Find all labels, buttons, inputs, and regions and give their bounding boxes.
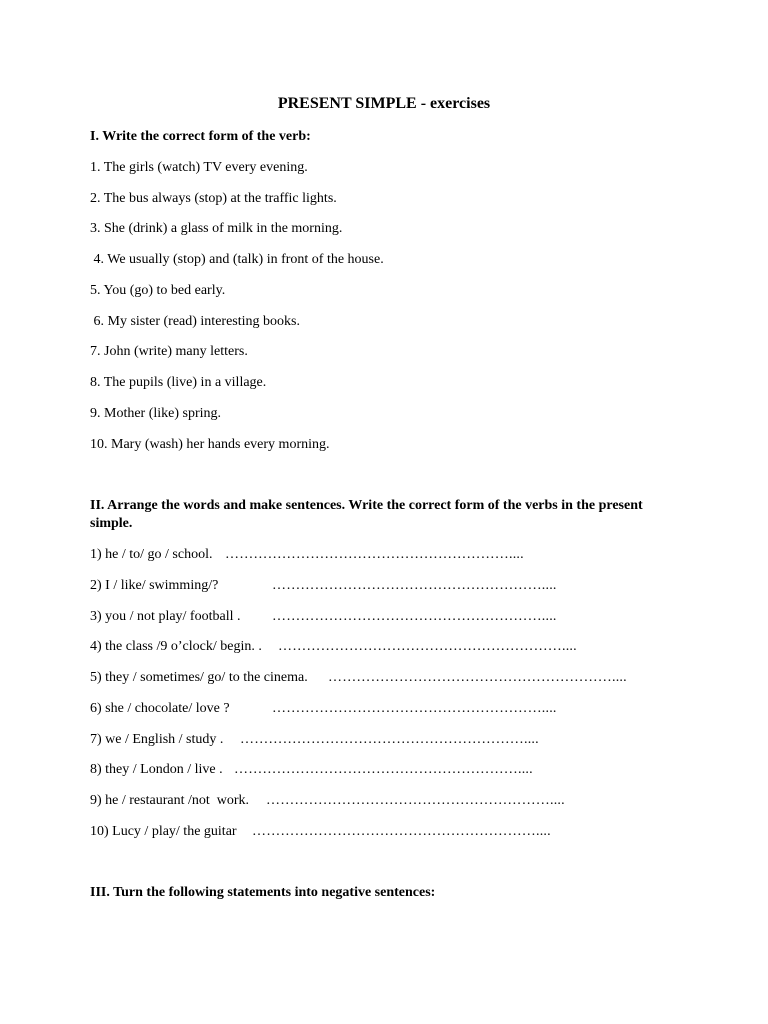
exercise-1-item: 5. You (go) to bed early. bbox=[90, 283, 226, 298]
answer-blank[interactable]: …………………………………………………….... bbox=[278, 639, 577, 654]
exercise-2-prompt: 7) we / English / study . bbox=[90, 732, 224, 747]
exercise-1-item: 4. We usually (stop) and (talk) in front of the house. bbox=[90, 252, 384, 267]
section-1-heading: I. Write the correct form of the verb: bbox=[90, 129, 311, 144]
exercise-2-prompt: 8) they / London / live . bbox=[90, 762, 223, 777]
exercise-1-item: 6. My sister (read) interesting books. bbox=[90, 314, 300, 329]
answer-blank[interactable]: …………………………………………………….... bbox=[225, 547, 524, 562]
exercise-1-item: 10. Mary (wash) her hands every morning. bbox=[90, 437, 330, 452]
exercise-1-item: 1. The girls (watch) TV every evening. bbox=[90, 160, 308, 175]
exercise-1-item: 2. The bus always (stop) at the traffic lights. bbox=[90, 191, 337, 206]
exercise-2-prompt: 2) I / like/ swimming/? bbox=[90, 578, 219, 593]
exercise-2-prompt: 4) the class /9 o’clock/ begin. . bbox=[90, 639, 262, 654]
exercise-2-prompt: 9) he / restaurant /not work. bbox=[90, 793, 250, 808]
answer-blank[interactable]: …………………………………………………….... bbox=[240, 732, 539, 747]
page-title: PRESENT SIMPLE - exercises bbox=[277, 95, 491, 112]
answer-blank[interactable]: …………………………………………………….... bbox=[328, 670, 627, 685]
exercise-1-item: 3. She (drink) a glass of milk in the morning. bbox=[90, 221, 343, 236]
answer-blank[interactable]: …………………………………………………….... bbox=[252, 824, 551, 839]
exercise-2-prompt: 3) you / not play/ football . bbox=[90, 609, 241, 624]
answer-blank[interactable]: ………………………………………………….... bbox=[272, 609, 557, 624]
exercise-2-prompt: 6) she / chocolate/ love ? bbox=[90, 701, 230, 716]
answer-blank[interactable]: …………………………………………………….... bbox=[266, 793, 565, 808]
exercise-2-prompt: 5) they / sometimes/ go/ to the cinema. bbox=[90, 670, 308, 685]
exercise-2-prompt: 1) he / to/ go / school. bbox=[90, 547, 213, 562]
section-2-heading: II. Arrange the words and make sentences. Write the correct form of the verbs in the present simple. bbox=[90, 498, 643, 531]
exercise-2-prompt: 10) Lucy / play/ the guitar bbox=[90, 824, 237, 839]
answer-blank[interactable]: …………………………………………………….... bbox=[234, 762, 533, 777]
answer-blank[interactable]: ………………………………………………….... bbox=[272, 578, 557, 593]
exercise-1-item: 8. The pupils (live) in a village. bbox=[90, 375, 267, 390]
exercise-1-item: 9. Mother (like) spring. bbox=[90, 406, 222, 421]
exercise-1-item: 7. John (write) many letters. bbox=[90, 344, 248, 359]
answer-blank[interactable]: ………………………………………………….... bbox=[272, 701, 557, 716]
section-3-heading: III. Turn the following statements into negative sentences: bbox=[90, 885, 436, 900]
